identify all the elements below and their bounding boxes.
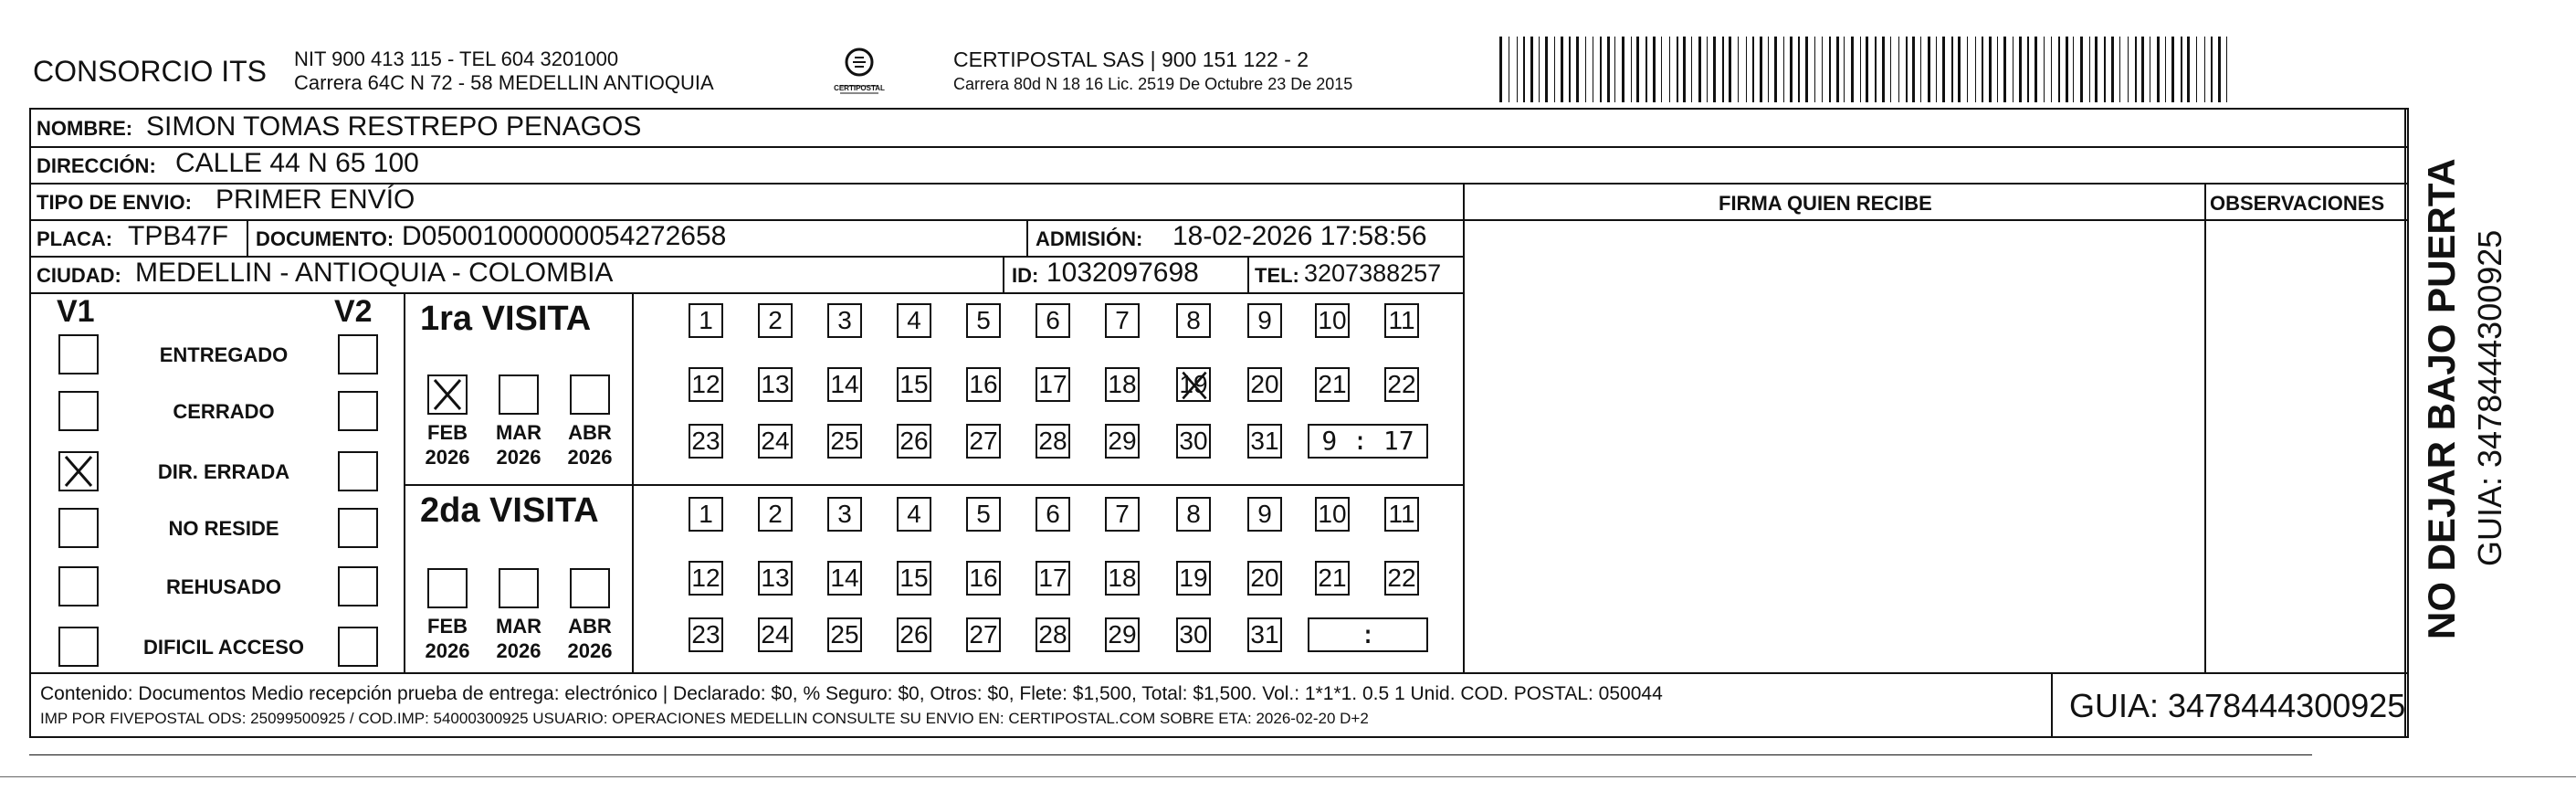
day-number: 24: [761, 620, 790, 649]
month-year: 2026: [425, 639, 470, 662]
day-number: 27: [969, 620, 998, 649]
day-number: 10: [1318, 306, 1347, 334]
day-number: 14: [830, 370, 859, 398]
documento-label: DOCUMENTO:: [256, 227, 394, 250]
day-box[interactable]: [1247, 497, 1282, 532]
day-box[interactable]: [1105, 617, 1140, 652]
day-box[interactable]: [1247, 424, 1282, 459]
day-number: 25: [830, 427, 859, 455]
day-number: 26: [899, 620, 929, 649]
day-box[interactable]: [897, 617, 931, 652]
day-number: 28: [1038, 427, 1067, 455]
courier-name: CERTIPOSTAL SAS | 900 151 122 - 2: [953, 47, 1309, 71]
barcode: [1499, 37, 2230, 102]
day-box[interactable]: [827, 424, 862, 459]
month-label: [493, 614, 544, 663]
month-year: 2026: [567, 446, 613, 469]
v2-label: V2: [334, 294, 373, 329]
tel-value: 3207388257: [1304, 259, 1442, 287]
observaciones-label: OBSERVACIONES: [2210, 192, 2385, 215]
day-number: 21: [1318, 564, 1347, 592]
company-address: Carrera 64C N 72 - 58 MEDELLIN ANTIOQUIA: [294, 71, 714, 94]
day-number: 28: [1038, 620, 1067, 649]
day-number: 13: [761, 564, 790, 592]
day-box[interactable]: [1247, 367, 1282, 402]
day-box[interactable]: [758, 367, 793, 402]
day-number: 15: [899, 370, 929, 398]
placa-value: TPB47F: [128, 221, 229, 251]
v2-checkbox[interactable]: [338, 627, 378, 667]
courier-address: Carrera 80d N 18 16 Lic. 2519 De Octubre 23 De 2015: [953, 75, 1353, 93]
day-box[interactable]: [1176, 617, 1211, 652]
day-box[interactable]: [1105, 561, 1140, 596]
day-number: 10: [1318, 500, 1347, 528]
footer-guia: GUIA: 3478444300925: [2069, 687, 2406, 724]
v1-label: V1: [57, 294, 95, 329]
day-number: 29: [1108, 620, 1137, 649]
day-number: 29: [1108, 427, 1137, 455]
company-name: CONSORCIO ITS: [33, 55, 268, 88]
day-box[interactable]: [689, 424, 723, 459]
certipostal-logo: [833, 44, 886, 97]
day-number: 16: [969, 564, 998, 592]
day-box[interactable]: [1315, 561, 1350, 596]
day-box[interactable]: [1036, 497, 1070, 532]
day-number: 19: [1179, 370, 1208, 398]
visit1-title: 1ra VISITA: [420, 300, 592, 338]
day-number: 23: [691, 620, 720, 649]
v1-checkbox[interactable]: [58, 334, 99, 374]
day-box[interactable]: [897, 497, 931, 532]
month-label: [422, 420, 473, 469]
day-box[interactable]: [1315, 367, 1350, 402]
day-number: 31: [1250, 620, 1279, 649]
day-number: 9: [1257, 306, 1272, 334]
day-box[interactable]: [1315, 497, 1350, 532]
day-box[interactable]: [966, 497, 1001, 532]
month-label: [493, 420, 544, 469]
month-year: 2026: [496, 639, 541, 662]
day-number: 22: [1387, 564, 1416, 592]
company-nit: NIT 900 413 115 - TEL 604 3201000: [294, 47, 619, 70]
day-number: 17: [1038, 564, 1067, 592]
tipo-envio-label: TIPO DE ENVIO:: [37, 191, 192, 214]
day-box[interactable]: [1247, 303, 1282, 338]
day-number: 12: [691, 370, 720, 398]
day-box[interactable]: [897, 424, 931, 459]
side-guia: GUIA: 3478444300925: [2471, 229, 2508, 566]
day-box[interactable]: [827, 561, 862, 596]
day-box[interactable]: [689, 367, 723, 402]
month-checkbox[interactable]: [499, 374, 539, 415]
month-name: ABR: [568, 421, 612, 444]
month-checkbox[interactable]: [570, 568, 610, 608]
day-number: 2: [768, 500, 783, 528]
day-box[interactable]: [1036, 617, 1070, 652]
day-box[interactable]: [1105, 424, 1140, 459]
day-number: 1: [699, 500, 713, 528]
day-box[interactable]: [689, 561, 723, 596]
day-box[interactable]: [758, 617, 793, 652]
day-number: 14: [830, 564, 859, 592]
month-label: [564, 420, 615, 469]
day-number: 1: [699, 306, 713, 334]
day-number: 17: [1038, 370, 1067, 398]
nombre-label: NOMBRE:: [37, 117, 133, 140]
day-number: 5: [976, 500, 991, 528]
day-box[interactable]: [1105, 303, 1140, 338]
day-number: 20: [1250, 370, 1279, 398]
id-value: 1032097698: [1046, 258, 1199, 288]
v1-checkbox[interactable]: [58, 566, 99, 606]
day-number: 6: [1046, 500, 1060, 528]
day-box[interactable]: [966, 303, 1001, 338]
status-option-label: DIFICIL ACCESO: [142, 636, 304, 659]
day-box[interactable]: [827, 617, 862, 652]
day-number: 6: [1046, 306, 1060, 334]
admision-value: 18-02-2026 17:58:56: [1172, 221, 1427, 251]
day-box[interactable]: [1384, 367, 1419, 402]
day-box[interactable]: [1036, 367, 1070, 402]
day-box[interactable]: [689, 617, 723, 652]
day-number: 11: [1388, 500, 1415, 528]
day-number: 3: [837, 500, 852, 528]
month-label: [564, 614, 615, 663]
day-box[interactable]: [897, 561, 931, 596]
month-checkbox[interactable]: [499, 568, 539, 608]
day-number: 7: [1115, 500, 1130, 528]
day-number: 2: [768, 306, 783, 334]
ciudad-label: CIUDAD:: [37, 264, 121, 287]
firma-label: FIRMA QUIEN RECIBE: [1719, 192, 1932, 215]
day-box[interactable]: [966, 367, 1001, 402]
day-box[interactable]: [1247, 617, 1282, 652]
day-box[interactable]: [758, 561, 793, 596]
day-box[interactable]: [758, 497, 793, 532]
day-number: 26: [899, 427, 929, 455]
month-checkbox[interactable]: [427, 568, 468, 608]
day-number: 31: [1250, 427, 1279, 455]
day-box[interactable]: [689, 303, 723, 338]
ciudad-value: MEDELLIN - ANTIOQUIA - COLOMBIA: [135, 258, 614, 288]
direccion-value: CALLE 44 N 65 100: [175, 148, 419, 178]
day-box[interactable]: [1384, 497, 1419, 532]
day-number: 24: [761, 427, 790, 455]
day-box[interactable]: [1315, 303, 1350, 338]
day-box[interactable]: [1247, 561, 1282, 596]
status-option-label: DIR. ERRADA: [157, 460, 290, 483]
day-box[interactable]: [1105, 367, 1140, 402]
v1-checkbox[interactable]: [58, 391, 99, 431]
v1-checkbox[interactable]: [58, 451, 99, 491]
direccion-label: DIRECCIÓN:: [37, 154, 156, 177]
day-box[interactable]: [1176, 367, 1211, 402]
day-number: 22: [1387, 370, 1416, 398]
day-number: 11: [1388, 306, 1415, 334]
month-year: 2026: [567, 639, 613, 662]
status-option-label: REHUSADO: [166, 575, 281, 598]
day-box[interactable]: [1176, 561, 1211, 596]
day-box[interactable]: [966, 617, 1001, 652]
day-number: 19: [1179, 564, 1208, 592]
v2-checkbox[interactable]: [338, 391, 378, 431]
day-number: 9: [1257, 500, 1272, 528]
day-number: 12: [691, 564, 720, 592]
v2-checkbox[interactable]: [338, 508, 378, 548]
status-option-label: NO RESIDE: [168, 517, 279, 540]
day-box[interactable]: [897, 367, 931, 402]
day-box[interactable]: [1036, 303, 1070, 338]
day-number: 8: [1186, 500, 1201, 528]
nombre-value: SIMON TOMAS RESTREPO PENAGOS: [146, 111, 642, 142]
day-number: 25: [830, 620, 859, 649]
day-box[interactable]: [1384, 303, 1419, 338]
time-box[interactable]: 9 : 17: [1308, 424, 1428, 459]
visit2-title: 2da VISITA: [420, 491, 599, 530]
status-option-label: ENTREGADO: [159, 343, 289, 366]
month-checkbox[interactable]: [427, 374, 468, 415]
day-box[interactable]: [1176, 497, 1211, 532]
side-warning: NO DEJAR BAJO PUERTA: [2420, 158, 2463, 639]
day-number: 30: [1179, 620, 1208, 649]
id-label: ID:: [1012, 264, 1039, 287]
v2-checkbox[interactable]: [338, 451, 378, 491]
day-number: 15: [899, 564, 929, 592]
day-box[interactable]: [1176, 303, 1211, 338]
day-box[interactable]: [1176, 424, 1211, 459]
placa-label: PLACA:: [37, 227, 113, 250]
day-number: 18: [1108, 370, 1137, 398]
admision-label: ADMISIÓN:: [1036, 227, 1143, 250]
day-number: 27: [969, 427, 998, 455]
day-box[interactable]: [758, 303, 793, 338]
day-number: 8: [1186, 306, 1201, 334]
month-checkbox[interactable]: [570, 374, 610, 415]
v1-checkbox[interactable]: [58, 627, 99, 667]
day-box[interactable]: [689, 497, 723, 532]
month-name: FEB: [427, 615, 468, 638]
footer-contents: Contenido: Documentos Medio recepción prueba de entrega: electrónico | Declarado: $0, % Seguro: $0, Otros: $0, Flete: $1,500, Total: $1,500. Vol.: 1*1*1. 0.5 1 Unid. COD. POSTAL: 050044: [40, 683, 1663, 704]
day-box[interactable]: [758, 424, 793, 459]
month-name: FEB: [427, 421, 468, 444]
day-box[interactable]: [897, 303, 931, 338]
footer-imp: IMP POR FIVEPOSTAL ODS: 25099500925 / COD.IMP: 54000300925 USUARIO: OPERACIONES MEDELLIN CONSULTE SU ENVIO EN: CERTIPOSTAL.COM SOBRE ETA: 2026-02-20 D+2: [40, 710, 1369, 727]
month-year: 2026: [425, 446, 470, 469]
day-number: 23: [691, 427, 720, 455]
time-box[interactable]: :: [1308, 617, 1428, 652]
day-number: 4: [907, 306, 921, 334]
month-name: MAR: [495, 421, 542, 444]
day-number: 3: [837, 306, 852, 334]
day-box[interactable]: [827, 497, 862, 532]
day-number: 4: [907, 500, 921, 528]
day-number: 21: [1318, 370, 1347, 398]
day-box[interactable]: [1384, 561, 1419, 596]
day-box[interactable]: [1036, 424, 1070, 459]
day-box[interactable]: [827, 367, 862, 402]
month-year: 2026: [496, 446, 541, 469]
month-name: MAR: [495, 615, 542, 638]
month-label: [422, 614, 473, 663]
day-box[interactable]: [1036, 561, 1070, 596]
day-box[interactable]: [966, 424, 1001, 459]
status-option-label: CERRADO: [173, 400, 275, 423]
day-number: 20: [1250, 564, 1279, 592]
day-number: 30: [1179, 427, 1208, 455]
day-number: 13: [761, 370, 790, 398]
day-box[interactable]: [1105, 497, 1140, 532]
day-number: 16: [969, 370, 998, 398]
day-number: 5: [976, 306, 991, 334]
day-box[interactable]: [966, 561, 1001, 596]
v2-checkbox[interactable]: [338, 334, 378, 374]
v2-checkbox[interactable]: [338, 566, 378, 606]
tel-label: TEL:: [1255, 264, 1299, 287]
documento-value: D05001000000054272658: [402, 221, 727, 251]
day-box[interactable]: [827, 303, 862, 338]
certipostal-logo-text: CERTIPOSTAL: [834, 84, 885, 92]
v1-checkbox[interactable]: [58, 508, 99, 548]
month-name: ABR: [568, 615, 612, 638]
day-number: 7: [1115, 306, 1130, 334]
day-number: 18: [1108, 564, 1137, 592]
tipo-envio-value: PRIMER ENVÍO: [216, 185, 415, 215]
